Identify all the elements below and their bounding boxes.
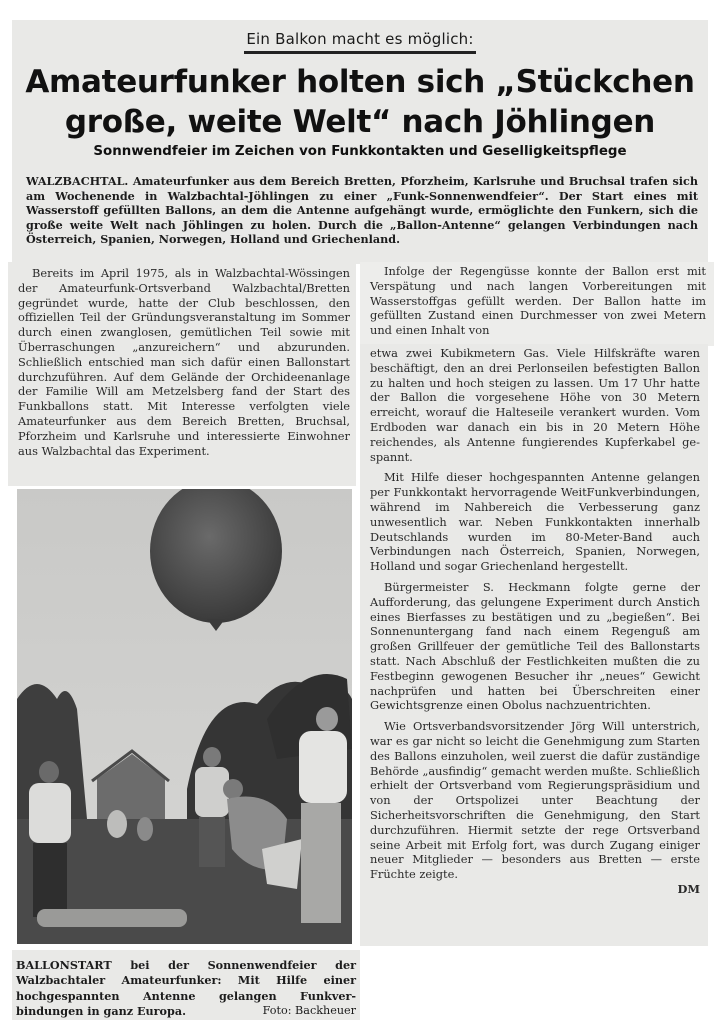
lead-block	[12, 166, 708, 264]
subheadline: Sonnwendfeier im Zeichen von Funkkontakten und Geselligkeitspflege	[93, 144, 627, 159]
headline	[12, 62, 708, 142]
photo-illustration	[17, 489, 352, 944]
column-left	[18, 266, 350, 458]
column-right-top	[370, 264, 706, 338]
column-right	[370, 346, 700, 897]
paragraph: Mit Hilfe dieser hochgespannten Antenne gelangen per Funkkontakt hervorragende WeitFunkverbindungen, während im Nahbereich die Verbesserung ganz unwesentlich war. Neben Funkkontakten innerhalb Deutschlands wurden im 80-Meter-Band auch Verbindungen nach Österreich, Spanien, Norwegen, Holland und sogar Griechenland hergestellt.	[370, 470, 700, 574]
paragraph: Bereits im April 1975, als in Walzbachtal-Wössingen der Amateurfunk-Ortsverband Walzbachtal/Bretten gegründet wurde, hatte der Club beschlossen, den offiziellen Teil der Gründungsveranstaltung im Sommer durch einen zwanglosen, gemütlichen Teil sowie mit Überraschungen „anzureichern“ und abzurunden. Schließlich entschied man sich dafür einen Ballonstart durchzuführen. Auf dem Gelände der Orchideenanlage der Familie Will am Metzelsberg fand der Start des Funkballons statt. Mit Interesse verfolgten viele Amateurfunker aus dem Bereich Bretten, Bruchsal, Pforzheim und Karlsruhe und interessierte Einwohner aus Walzbachtal das Experiment.	[18, 266, 350, 458]
log	[37, 909, 187, 927]
photo-caption-block	[12, 950, 360, 1020]
headline-line-2: große, weite Welt“ nach Jöhlingen	[64, 104, 656, 140]
column-right-block	[360, 344, 708, 946]
kicker: Ein Balkon macht es möglich:	[12, 30, 708, 54]
paragraph: Infolge der Regengüsse konnte der Ballon erst mit Verspätung und nach langen Vorbereitungen mit Wasserstoffgas gefüllt werden. Der Ballon hatte im gefüllten Zustand einen Durchmesser von zwei Metern und einen Inhalt von	[370, 264, 706, 338]
balloon-photo	[17, 489, 352, 944]
column-right-top-block	[360, 262, 714, 346]
paragraph: Wie Ortsverbandsvorsitzender Jörg Will unterstrich, war es gar nicht so leicht die Genehmigung zum Starten des Ballons einzuholen, weil zuerst die dafür zuständige Behörde „ausfindig“ gemacht werden mußte. Schließlich erhielt der Ortsverband vom Regierungspräsidium und von der Ortspolizei unter Beachtung der Sicherheitsvorschriften die Genehmigung, den Start durchzuführen. Hiermit setzte der rege Ortsverband seine Arbeit mit Erfolg fort, was durch Zugang einiger neuer Mitglieder — besonders aus Bretten — erste Früchte zeigte.	[370, 719, 700, 882]
caption-lead: BALLONSTART	[16, 958, 112, 972]
author-signature: DM	[677, 881, 700, 896]
photo-credit: Foto: Backheuer	[262, 1004, 356, 1018]
caption-text: bei der Sonnenwendfeier der Walzbachtaler Amateurfunker: Mit Hilfe einer hochgespannten Antenne gelangen Funkverbindungen in ganz Europa.	[16, 958, 356, 1019]
headline-block	[12, 20, 708, 166]
column-left-block	[8, 262, 356, 486]
headline-line-1: Amateurfunker holten sich „Stückchen	[25, 64, 695, 100]
paragraph: etwa zwei Kubikmetern Gas. Viele Hilfskräfte waren beschäftigt, den an drei Perlonseilen befestigten Ballon zu halten und hoch steigen zu lassen. Um 17 Uhr hatte der Ballon die vorgesehene Höhe von 30 Metern erreicht, worauf die Halteseile verankert wurden. Vom Erdboden war danach ein bis in 20 Metern Höhe reichendes, als Antenne fungierendes Kupferkabel gespannt.	[370, 346, 700, 464]
photo-caption	[16, 958, 356, 1020]
lead-paragraph: WALZBACHTAL. Amateurfunker aus dem Bereich Bretten, Pforzheim, Karlsruhe und Bruchsal trafen sich am Wochenende in Walzbachtal-Jöhlingen zu einer „Funk-Sonnenwendfeier“. Der Start eines mit Wasserstoff gefüllten Ballons, an dem die Antenne aufgehängt wurde, ermöglichte den Funkern, sich die große weite Welt nach Jöhlingen zu holen. Durch die „Ballon-Antenne“ gelangen Verbindungen nach Österreich, Spanien, Norwegen, Holland und Griechenland.	[26, 174, 698, 247]
paragraph: Bürgermeister S. Heckmann folgte gerne der Aufforderung, das gelungene Experiment durch Anstich eines Bierfasses zu bestätigen und zu „begießen“. Bei Sonnenuntergang fand nach einem Regenguß am großen Grillfeuer der gemütliche Teil des Ballonstarts statt. Nach Abschluß der Festlichkeiten mußten die zu Festbeginn gewogenen Besucher ihr „neues“ Gewicht nachprüfen und hatten bei Überschreiten einer Gewichtsgrenze einen Obolus nachzuentrichten.	[370, 579, 700, 713]
